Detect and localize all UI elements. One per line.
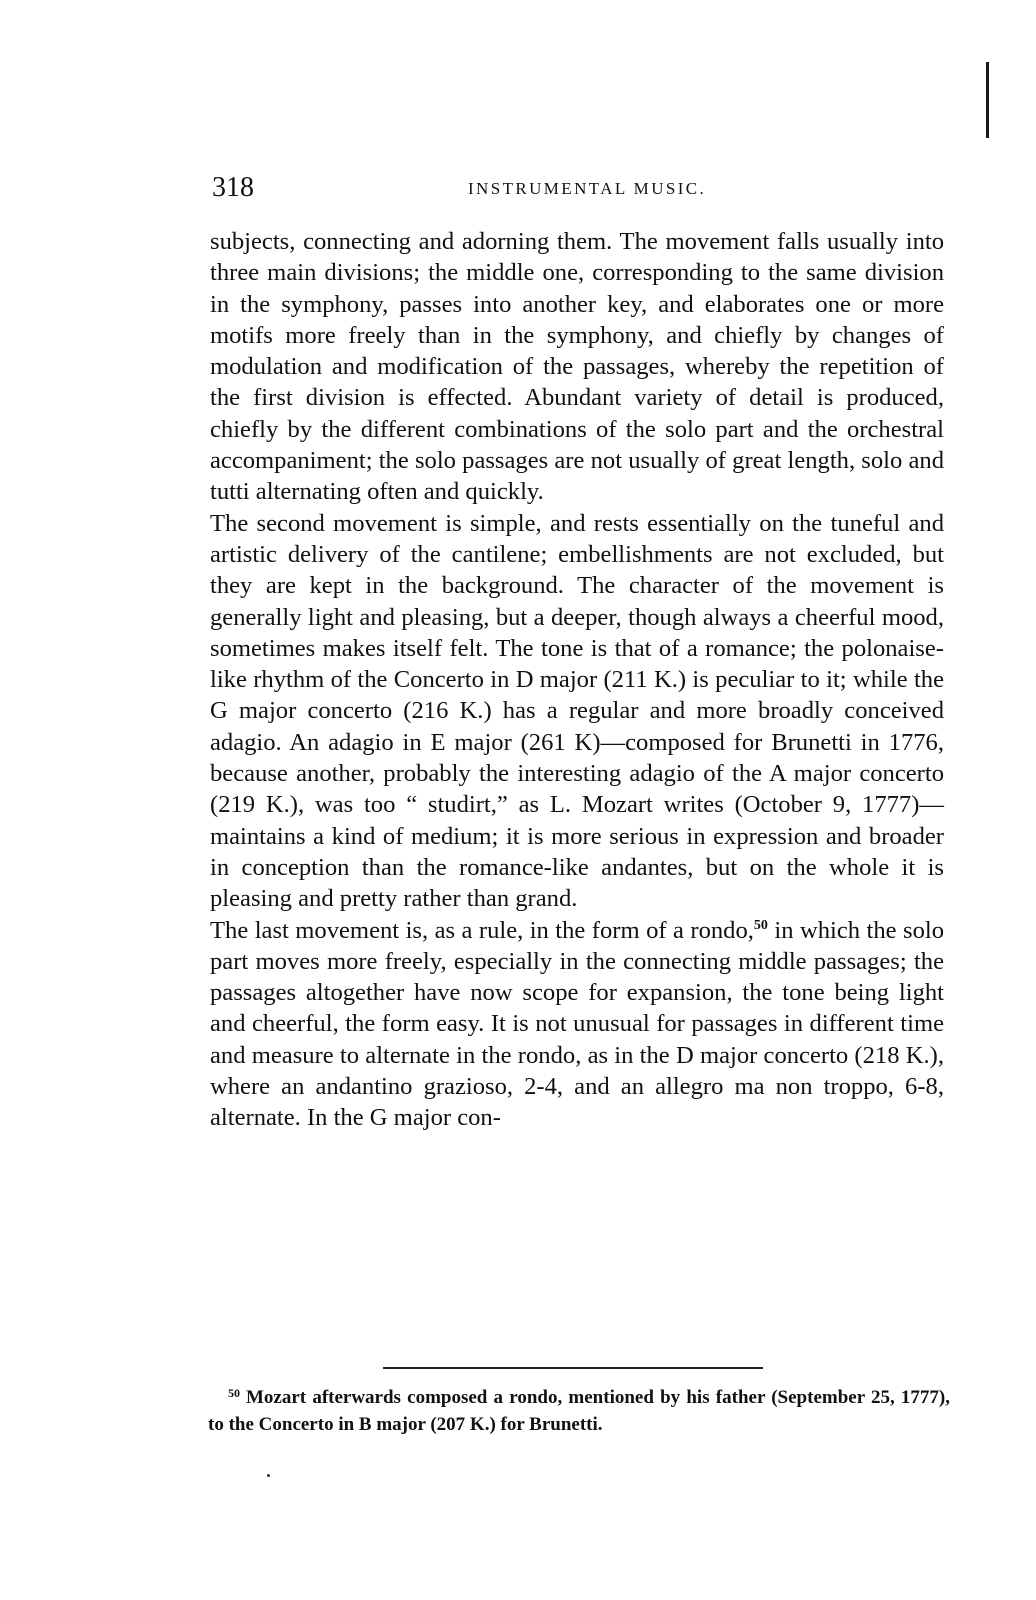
footnote-reference[interactable]: 50 — [753, 917, 768, 933]
print-speck — [267, 1474, 270, 1477]
paragraph-1: subjects, connecting and adorning them. The movement falls usually into three main divisions; the middle one, corresponding to the same division in the symphony, passes into another key, and elaborates one or more motifs more freely than in the symphony, and chiefly by changes of modulation and modification of the passages, whereby the repetition of the first division is effected. Abundant variety of detail is produced, chiefly by the different combinations of the solo part and the orchestral accompaniment; the solo passages are not usually of great length, solo and tutti alternating often and quickly. — [210, 228, 944, 506]
body-text — [210, 226, 944, 1134]
footnote — [208, 1384, 950, 1438]
footnote-divider — [383, 1367, 763, 1369]
page-number: 318 — [212, 172, 254, 203]
paragraph-3-start: The last movement is, as a rule, in the form of a rondo, — [210, 916, 754, 944]
paragraph-3-rest: in which the solo part moves more freely, especially in the connecting middle passages; the passages altogether have now scope for expansion, the tone being light and cheerful, the form easy. It is not unusual for passages in different time and measure to alternate in the rondo, as in the D major concerto (218 K.), where an andantino grazioso, 2-4, and an allegro ma non troppo, 6-8, alternate. In the G major con- — [210, 916, 944, 1132]
running-title: INSTRUMENTAL MUSIC. — [468, 179, 707, 198]
footnote-number: 50 — [228, 1386, 240, 1400]
running-head — [212, 170, 952, 206]
footnote-text: Mozart afterwards composed a rondo, mentioned by his father (September 25, 1777), to the Concerto in B major (207 K.) for Brunetti. — [208, 1387, 950, 1435]
page-edge-mark — [986, 62, 989, 138]
paragraph-2: The second movement is simple, and rests essentially on the tuneful and artistic delivery of the cantilene; embellishments are not excluded, but they are kept in the background. The character of the movement is generally light and pleasing, but a deeper, though always a cheerful mood, sometimes makes itself felt. The tone is that of a romance; the polonaise-like rhythm of the Concerto in D major (211 K.) is peculiar to it; while the G major concerto (216 K.) has a regular and more broadly conceived adagio. An adagio in E major (261 K)—composed for Brunetti in 1776, because another, probably the interesting adagio of the A major concerto (219 K.), was too “ studirt,” as L. Mozart writes (October 9, 1777)—maintains a kind of medium; it is more serious in expression and broader in conception than the romance-like andantes, but on the whole it is pleasing and pretty rather than grand. — [210, 509, 944, 913]
paragraph-3 — [210, 915, 944, 1134]
